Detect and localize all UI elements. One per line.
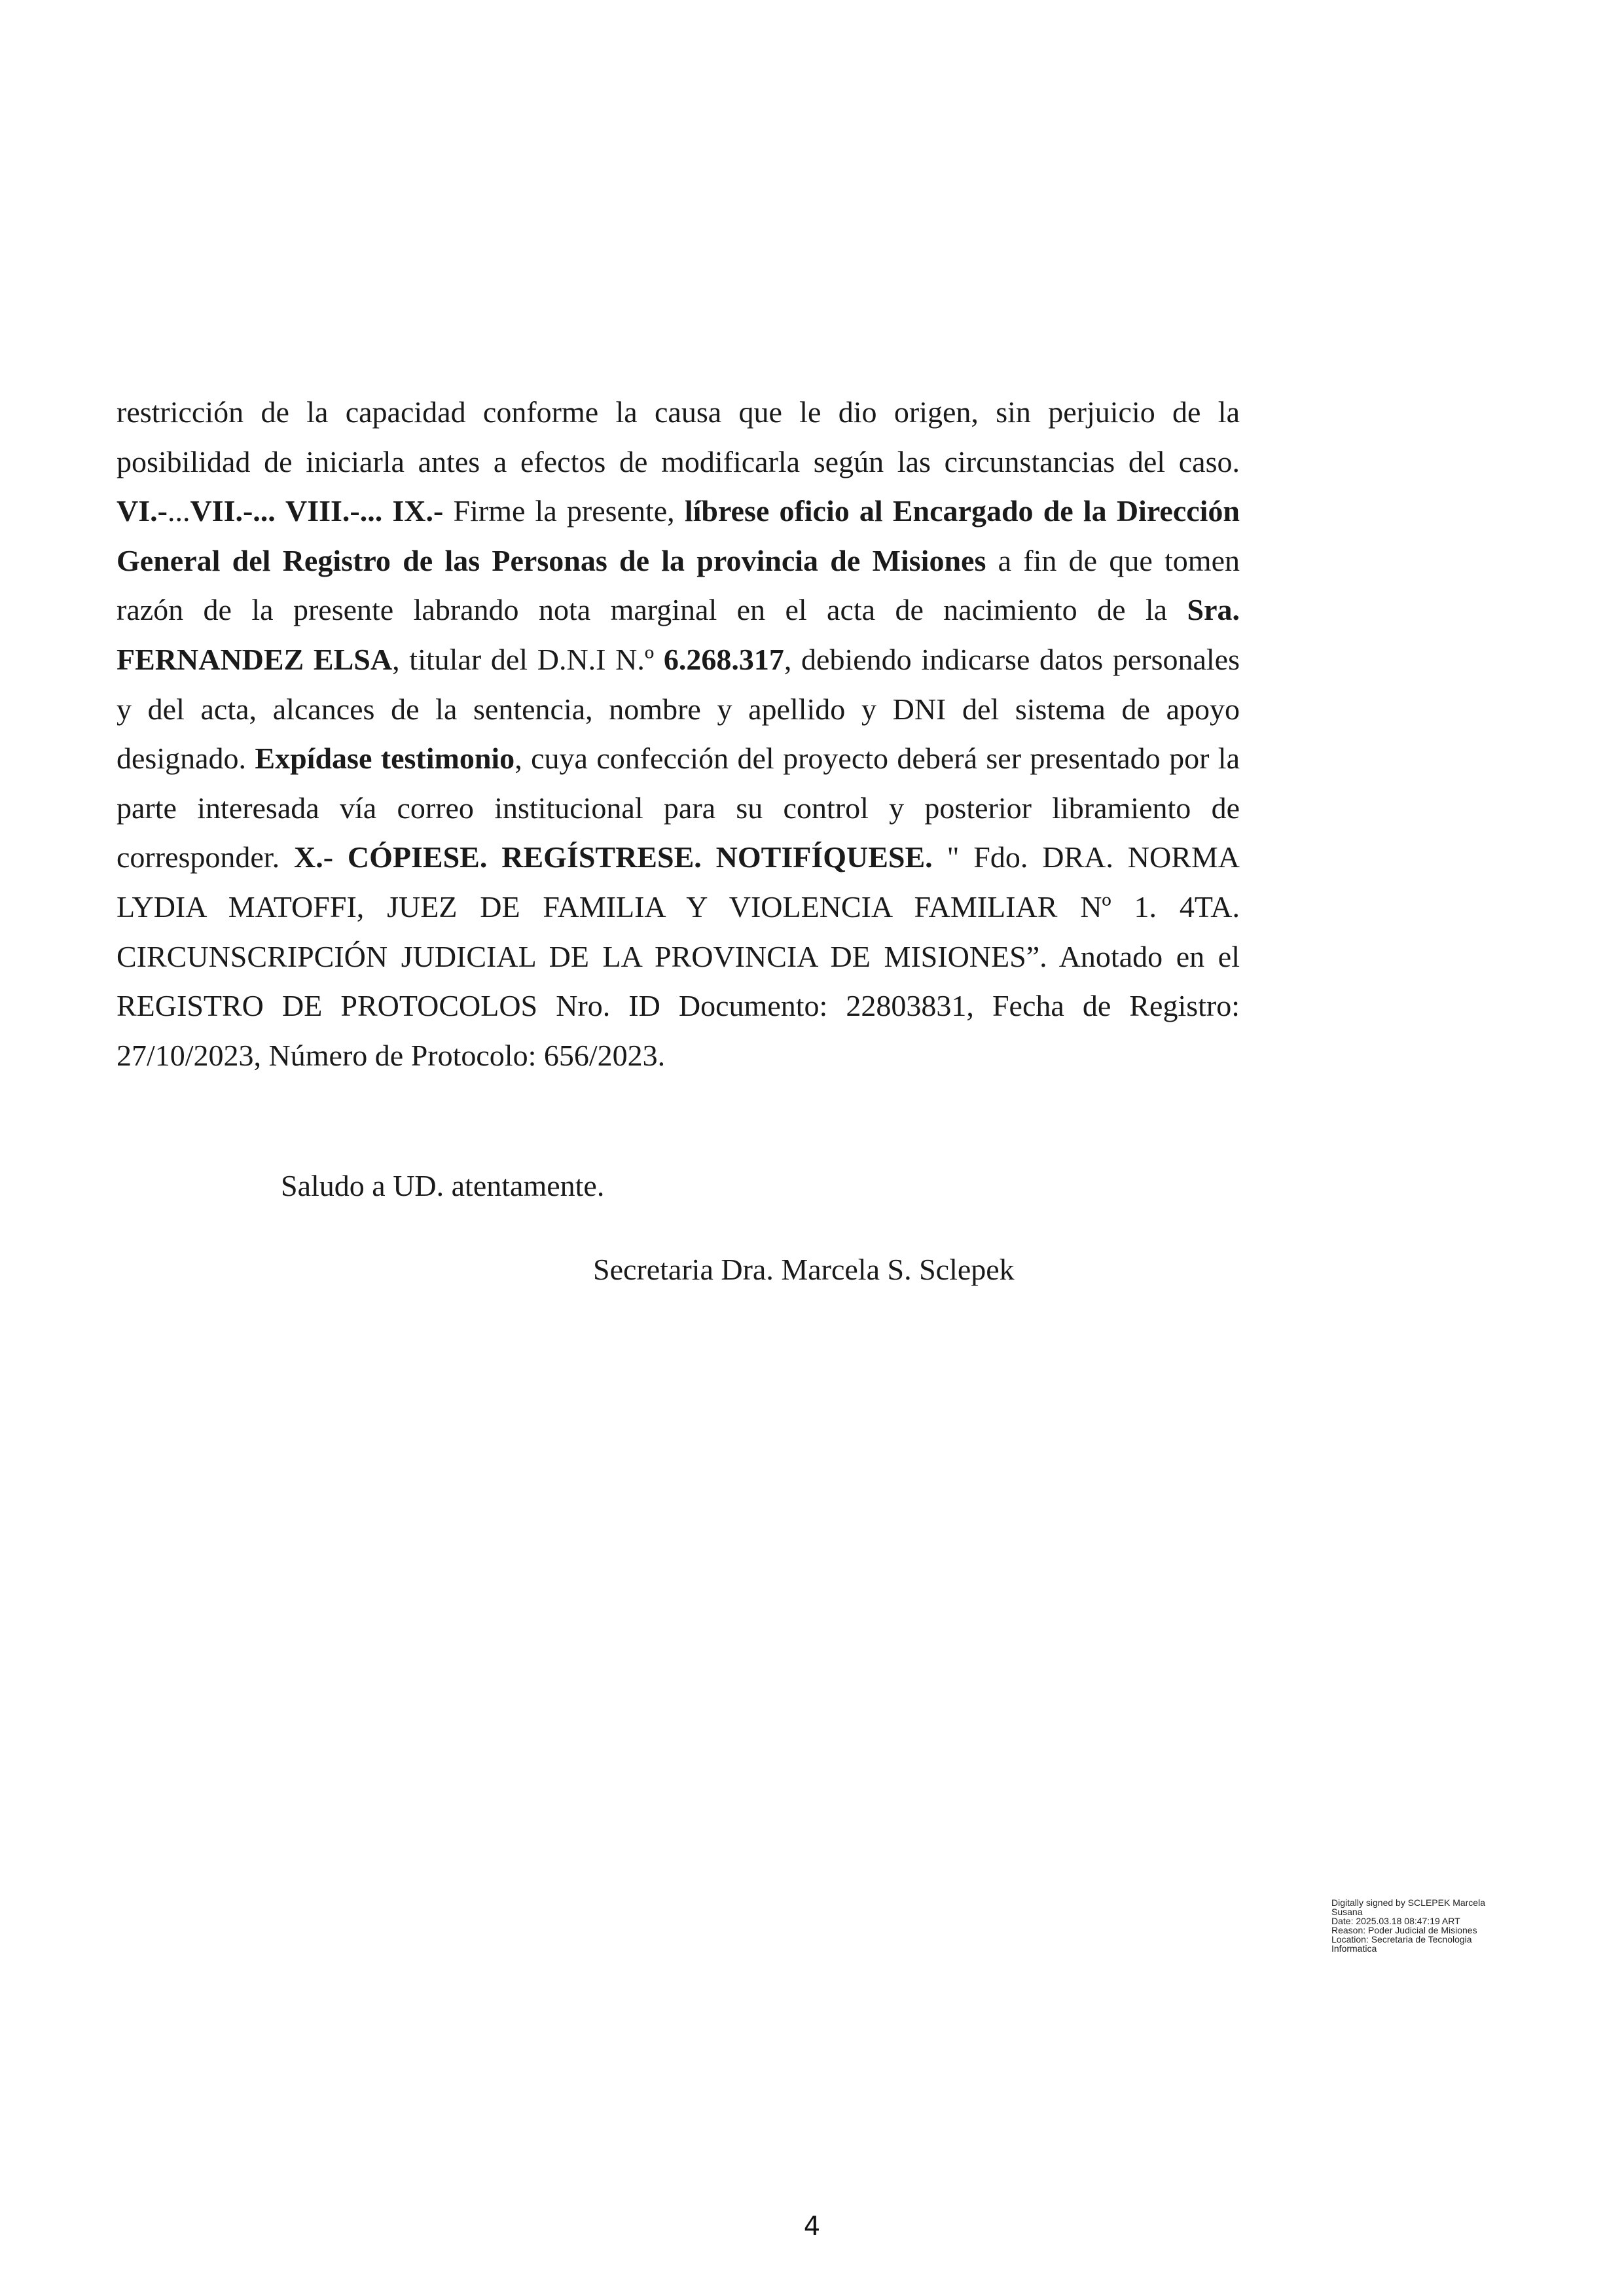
signatory-name: Secretaria Dra. Marcela S. Sclepek <box>593 1253 1015 1286</box>
digital-signature-line: Date: 2025.03.18 08:47:19 ART <box>1331 1916 1460 1926</box>
bold-text-run: IX.- <box>392 494 444 528</box>
bold-text-run: VII.-... <box>190 494 276 528</box>
text-run <box>382 494 392 528</box>
digital-signature-line: Susana <box>1331 1907 1363 1917</box>
text-run: , debiendo indicarse datos personales y del acta, alcances de la sentencia, nombre y apellido y DNI del sistema de apoyo designado. <box>117 642 1240 776</box>
text-run <box>276 494 285 528</box>
digital-signature-stamp <box>1331 1898 1528 1953</box>
digital-signature-line: Digitally signed by SCLEPEK Marcela <box>1331 1897 1485 1908</box>
closing-salutation: Saludo a UD. atentamente. <box>281 1169 605 1202</box>
digital-signature-line: Reason: Poder Judicial de Misiones <box>1331 1925 1477 1935</box>
text-run: restricción de la capacidad conforme la causa que le dio origen, sin perjuicio de la posibilidad de iniciarla antes a efectos de modificarla según las circunstancias del caso. <box>117 395 1240 478</box>
bold-text-run: VIII.-... <box>285 494 383 528</box>
text-run: Firme la presente, <box>443 494 685 528</box>
page-number: 4 <box>803 2212 821 2242</box>
body-paragraph <box>117 387 1240 1080</box>
digital-signature-line: Location: Secretaria de Tecnologia <box>1331 1934 1472 1945</box>
bold-text-run: X.- CÓPIESE. REGÍSTRESE. NOTIFÍQUESE. <box>293 840 933 874</box>
bold-text-run: 6.268.317 <box>663 642 784 676</box>
text-run: , titular del D.N.I N.º <box>392 642 664 676</box>
text-run: a fin de que tomen razón de la presente labrando nota marginal en el acta de nacimiento de la <box>117 543 1240 627</box>
bold-text-run: Expídase testimonio <box>255 742 515 776</box>
text-run: " Fdo. DRA. NORMA LYDIA MATOFFI, JUEZ DE FAMILIA Y VIOLENCIA FAMILIAR Nº 1. 4TA. CIRCUNSCRIPCIÓN JUDICIAL DE LA PROVINCIA DE MISIONES”. Anotado en el REGISTRO DE PROTOCOLOS Nro. ID Documento: 22803831, Fecha de Registro: 27/10/2023, Número de Protocolo: 656/2023. <box>117 840 1240 1072</box>
bold-text-run: Sra. FERNANDEZ ELSA <box>117 593 1240 676</box>
text-run: , cuya confección del proyecto deberá ser presentado por la parte interesada vía correo institucional para su control y posterior libramiento de corresponder. <box>117 742 1240 874</box>
text-run: ... <box>167 494 190 528</box>
digital-signature-line: Informatica <box>1331 1943 1377 1954</box>
bold-text-run: VI.- <box>117 494 168 528</box>
bold-text-run: líbrese oficio al Encargado de la Dirección General del Registro de las Personas de la provincia de Misiones <box>117 494 1240 577</box>
